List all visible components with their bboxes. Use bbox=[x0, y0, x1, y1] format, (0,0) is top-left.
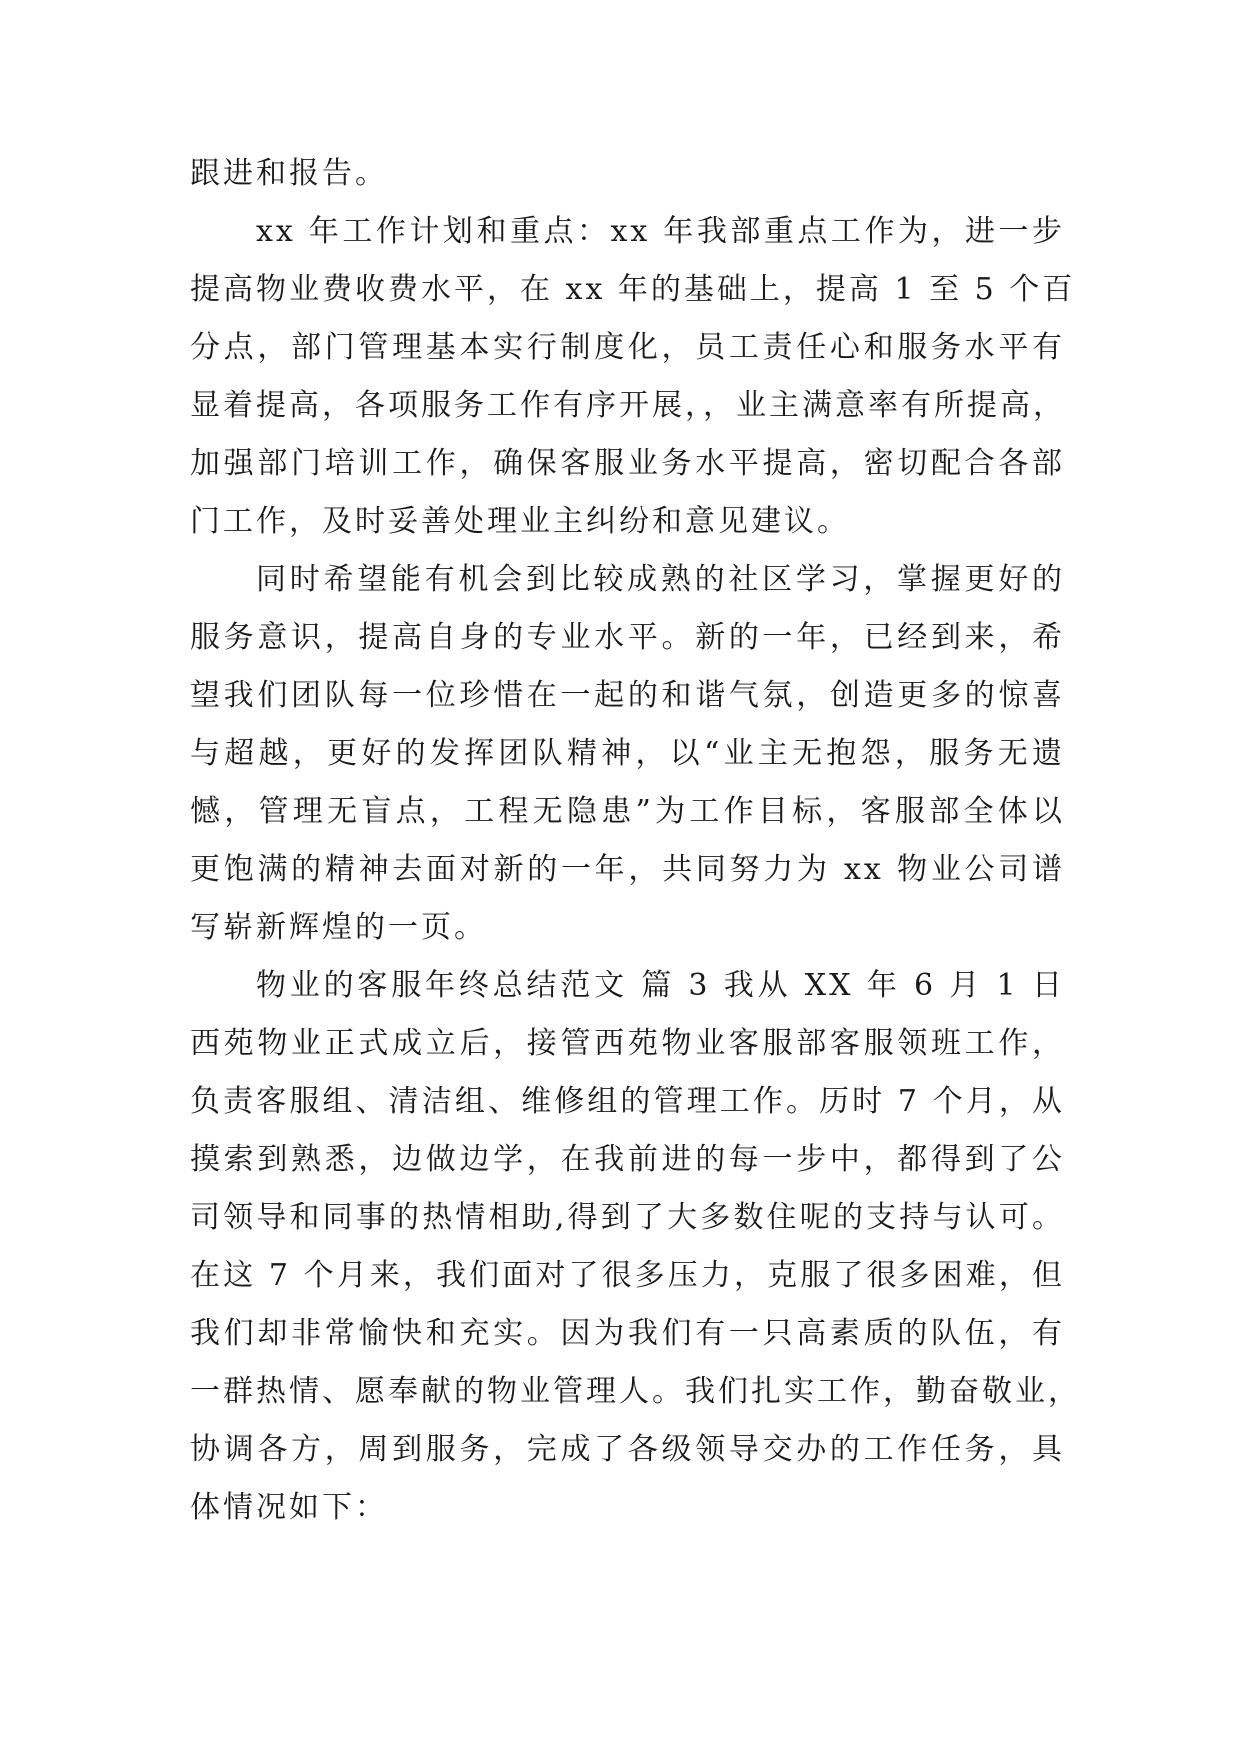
text-line: 与超越，更好的发挥团队精神，以“业主无抱怨，服务无遗 bbox=[190, 736, 1065, 771]
text-line: 负责客服组、清洁组、维修组的管理工作。历时 7 个月，从 bbox=[190, 1084, 1065, 1119]
document-body bbox=[190, 145, 1081, 1537]
text-line: 写崭新辉煌的一页。 bbox=[190, 910, 487, 945]
text-line: 显着提高，各项服务工作有序开展，，业主满意率有所提高， bbox=[190, 388, 1066, 423]
text-line: 西苑物业正式成立后，接管西苑物业客服部客服领班工作， bbox=[190, 1026, 1065, 1061]
text-line: 更饱满的精神去面对新的一年，共同努力为 xx 物业公司谱 bbox=[190, 852, 1065, 887]
text-line: 体情况如下： bbox=[190, 1490, 388, 1525]
text-line: 分点，部门管理基本实行制度化，员工责任心和服务水平有 bbox=[190, 330, 1065, 365]
text-line: 物业的客服年终总结范文 篇 3 我从 XX 年 6 月 1 日 bbox=[256, 968, 1065, 1003]
paragraph-3 bbox=[190, 551, 1065, 957]
text-line: 司领导和同事的热情相助,得到了大多数住呢的支持与认可。 bbox=[190, 1200, 1065, 1235]
text-line: 门工作，及时妥善处理业主纠纷和意见建议。 bbox=[190, 504, 850, 539]
text-line: 同时希望能有机会到比较成熟的社区学习，掌握更好的 bbox=[256, 562, 1065, 597]
text-line: 我们却非常愉快和充实。因为我们有一只高素质的队伍，有 bbox=[190, 1316, 1065, 1351]
paragraph-1 bbox=[190, 145, 1065, 203]
text-line: 加强部门培训工作，确保客服业务水平提高，密切配合各部 bbox=[190, 446, 1065, 481]
paragraph-2 bbox=[190, 203, 1076, 551]
text-line: 憾，管理无盲点，工程无隐患”为工作目标，客服部全体以 bbox=[190, 794, 1065, 829]
text-line: 一群热情、愿奉献的物业管理人。我们扎实工作，勤奋敬业， bbox=[190, 1374, 1081, 1409]
text-line: xx 年工作计划和重点：xx 年我部重点工作为，进一步 bbox=[256, 214, 1065, 249]
text-line: 望我们团队每一位珍惜在一起的和谐气氛，创造更多的惊喜 bbox=[190, 678, 1065, 713]
text-line: 提高物业费收费水平，在 xx 年的基础上，提高 1 至 5 个百 bbox=[190, 272, 1076, 307]
text-line: 跟进和报告。 bbox=[190, 156, 388, 191]
text-line: 摸索到熟悉，边做边学，在我前进的每一步中，都得到了公 bbox=[190, 1142, 1065, 1177]
text-line: 协调各方，周到服务，完成了各级领导交办的工作任务，具 bbox=[190, 1432, 1065, 1467]
paragraph-4 bbox=[190, 957, 1081, 1537]
text-line: 服务意识，提高自身的专业水平。新的一年，已经到来，希 bbox=[190, 620, 1065, 655]
text-line: 在这 7 个月来，我们面对了很多压力，克服了很多困难，但 bbox=[190, 1258, 1065, 1293]
